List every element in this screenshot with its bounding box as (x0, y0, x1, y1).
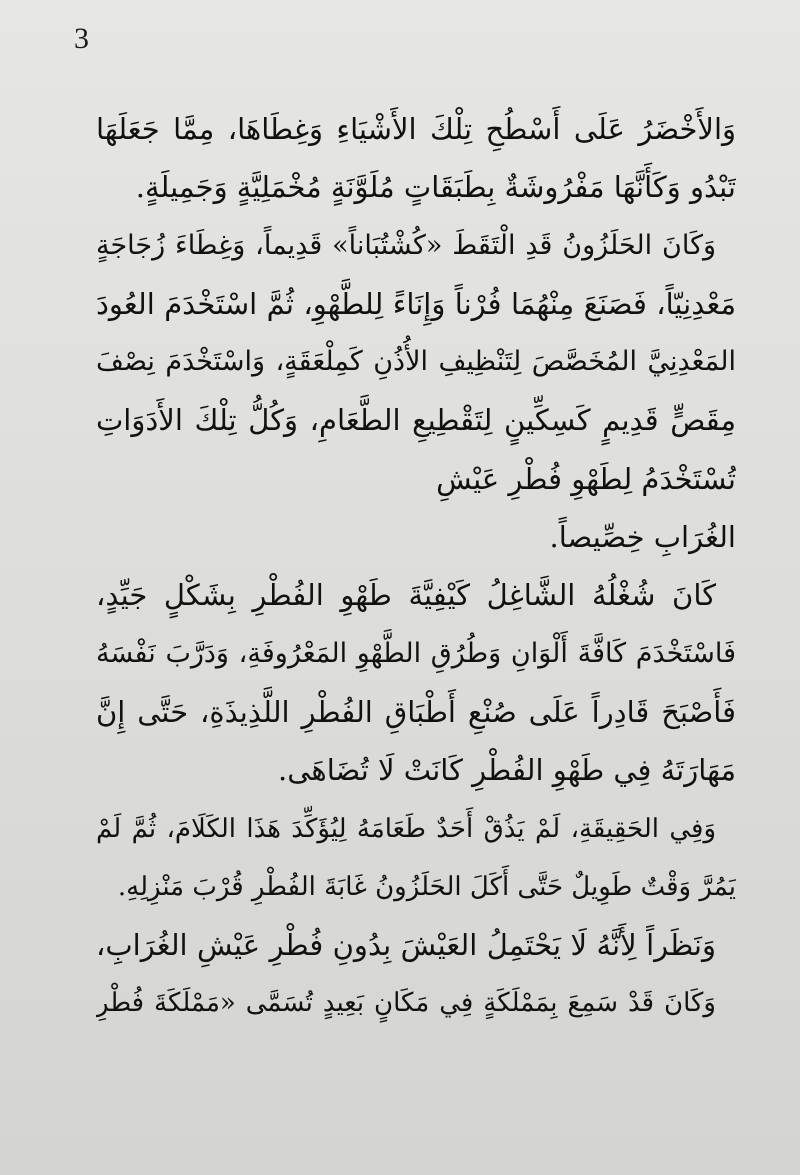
text-line: مِقَصٍّ قَدِيمٍ كَسِكِّينٍ لِتَقْطِيعِ الطَّعَامِ، وَكُلُّ تِلْكَ الأَدَوَاتِ (96, 403, 736, 438)
page-number: 3 (74, 22, 89, 55)
text-line: مَعْدِنِيّاً، فَصَنَعَ مِنْهُمَا فُرْناً وَإِنَاءً لِلطَّهْوِ، ثُمَّ اسْتَخْدَمَ العُودَ (96, 286, 736, 321)
text-line: يَمُرَّ وَقْتٌ طَوِيلٌ حَتَّى أَكَلَ الحَلَزُونُ غَابَةَ الفُطْرِ قُرْبَ مَنْزِلِهِ. (117, 871, 736, 902)
page-body-text (96, 100, 736, 1033)
text-line: الغُرَابِ خِصِّيصاً. (549, 520, 736, 555)
text-line: المَعْدِنِيَّ المُخَصَّصَ لِتَنْظِيفِ الأُذُنِ كَمِلْعَقَةٍ، وَاسْتَخْدَمَ نِصْفَ (96, 346, 736, 378)
text-line: وَكَانَ الحَلَزُونُ قَدِ الْتَقَطَ «كُشْتُبَاناً» قَدِيماً، وَغِطَاءَ زُجَاجَةٍ (96, 229, 716, 261)
text-line: مَهَارَتَهُ فِي طَهْوِ الفُطْرِ كَانَتْ لَا تُضَاهَى. (278, 753, 736, 788)
text-line: فَأَصْبَحَ قَادِراً عَلَى صُنْعِ أَطْبَاقِ الفُطْرِ اللَّذِيذَةِ، حَتَّى إِنَّ (96, 694, 736, 729)
text-line: وَالأَخْضَرُ عَلَى أَسْطُحِ تِلْكَ الأَشْيَاءِ وَغِطَاهَا، مِمَّا جَعَلَهَا (96, 112, 736, 146)
text-line: تَبْدُو وَكَأَنَّهَا مَفْرُوشَةٌ بِطَبَقَاتٍ مُلَوَّنَةٍ مُخْمَلِيَّةٍ وَجَمِيلَةٍ. (135, 170, 736, 205)
text-line: وَكَانَ قَدْ سَمِعَ بِمَمْلَكَةٍ فِي مَكَانٍ بَعِيدٍ تُسَمَّى «مَمْلَكَةَ فُطْرِ (96, 988, 716, 1019)
text-line: كَانَ شُغْلُهُ الشَّاغِلُ كَيْفِيَّةَ طَهْوِ الفُطْرِ بِشَكْلٍ جَيِّدٍ، (96, 578, 716, 613)
text-line: تُسْتَخْدَمُ لِطَهْوِ فُطْرِ عَيْشِ (436, 461, 736, 496)
text-line: وَفِي الحَقِيقَةِ، لَمْ يَذُقْ أَحَدٌ طَعَامَهُ لِيُؤَكِّدَ هَذَا الكَلَامَ، ثُمَّ لَمْ (96, 813, 716, 844)
text-line: وَنَظَراً لِأَنَّهُ لَا يَحْتَمِلُ العَيْشَ بِدُونِ فُطْرِ عَيْشِ الغُرَابِ، (96, 928, 716, 963)
text-line: فَاسْتَخْدَمَ كَافَّةَ أَلْوَانِ وَطُرُقِ الطَّهْوِ المَعْرُوفَةِ، وَدَرَّبَ نَفْسَهُ (96, 637, 736, 669)
